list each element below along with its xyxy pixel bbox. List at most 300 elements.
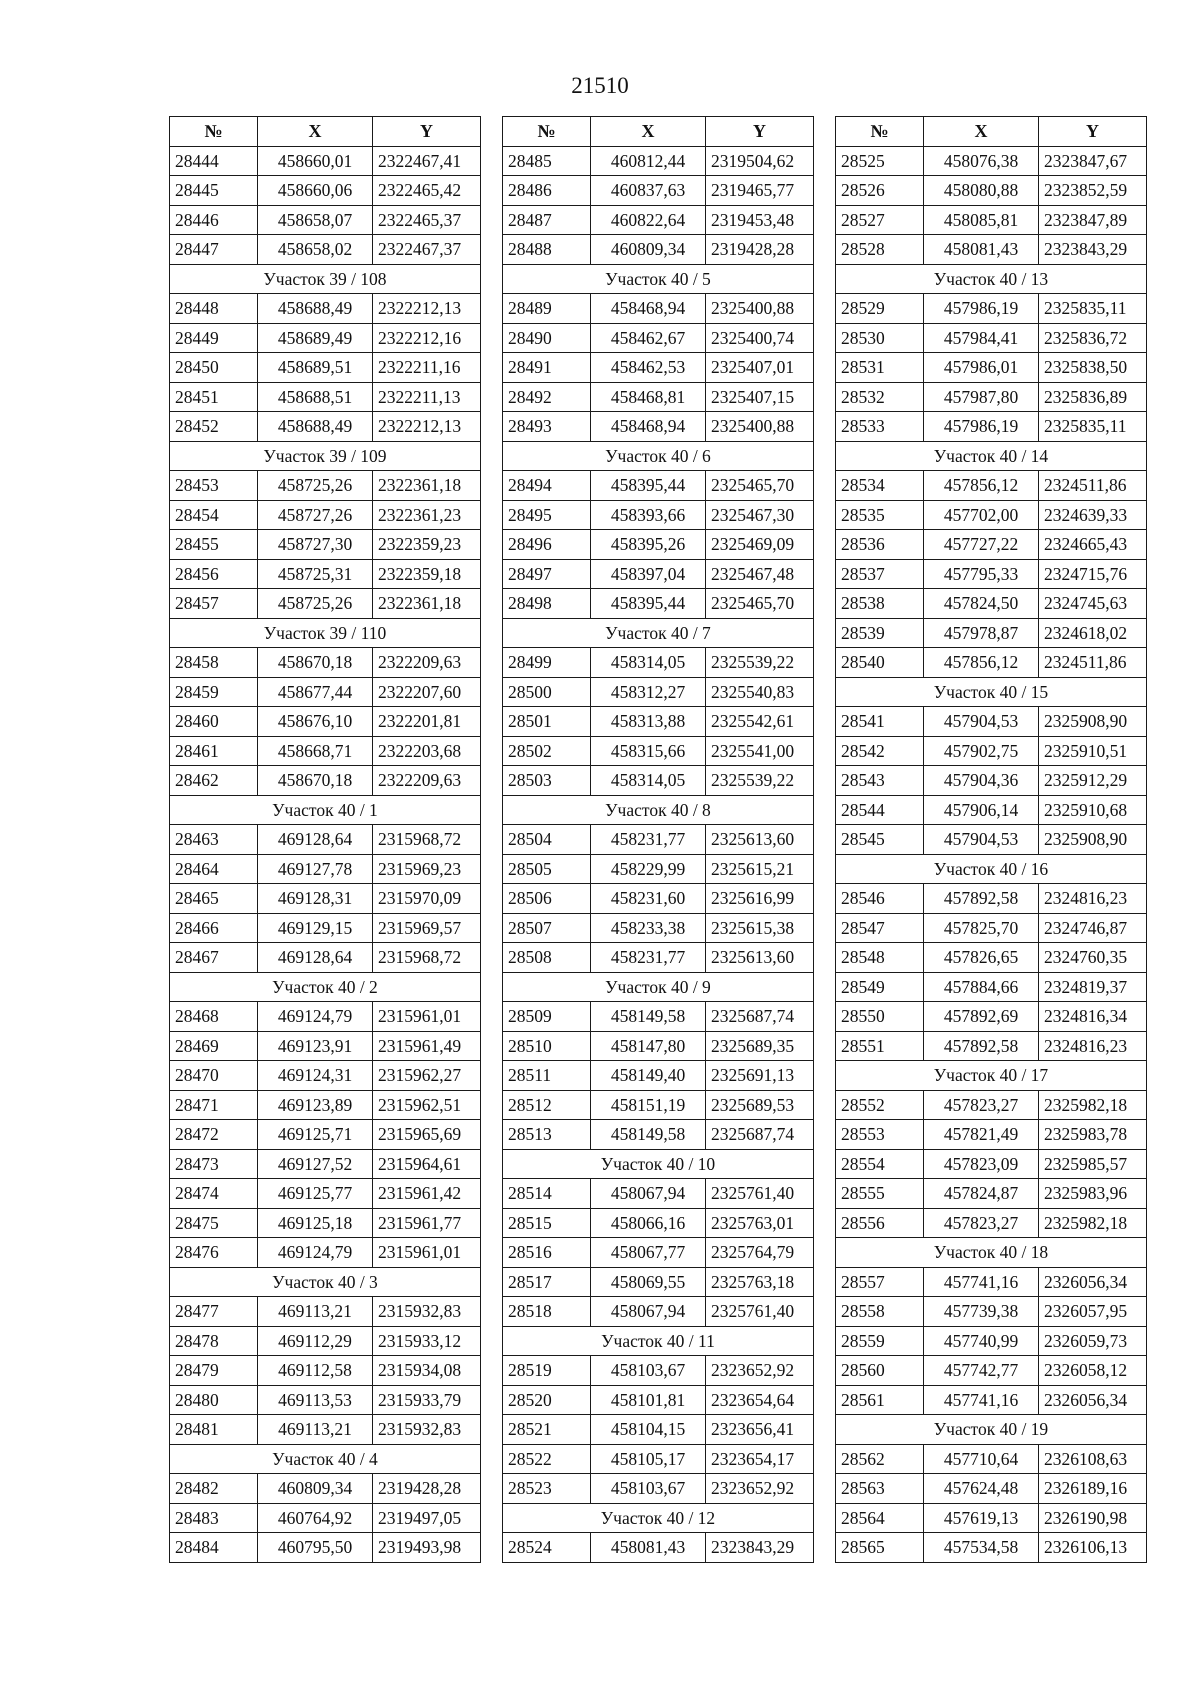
coord-y: 2325912,29 <box>1039 766 1147 796</box>
coord-x: 457906,14 <box>924 795 1039 825</box>
coord-y: 2315962,51 <box>373 1090 481 1120</box>
section-header-row <box>503 618 814 648</box>
table-row <box>836 559 1147 589</box>
point-number: 28488 <box>503 235 591 265</box>
coord-x: 458231,77 <box>591 825 706 855</box>
coord-y: 2325615,38 <box>706 913 814 943</box>
header-number: № <box>170 117 258 147</box>
table-row <box>836 294 1147 324</box>
coord-x: 458462,53 <box>591 353 706 383</box>
table-row <box>170 1503 481 1533</box>
table-row <box>503 1208 814 1238</box>
coord-x: 457739,38 <box>924 1297 1039 1327</box>
coord-x: 458067,77 <box>591 1238 706 1268</box>
coord-x: 458067,94 <box>591 1179 706 1209</box>
table-row <box>836 795 1147 825</box>
coord-x: 458468,94 <box>591 294 706 324</box>
section-header-row <box>503 1503 814 1533</box>
coord-x: 457824,50 <box>924 589 1039 619</box>
header-y: Y <box>1039 117 1147 147</box>
coord-x: 457978,87 <box>924 618 1039 648</box>
coord-y: 2322359,23 <box>373 530 481 560</box>
coord-x: 469129,15 <box>258 913 373 943</box>
coord-x: 458395,44 <box>591 471 706 501</box>
point-number: 28532 <box>836 382 924 412</box>
header-x: X <box>258 117 373 147</box>
coord-y: 2325983,78 <box>1039 1120 1147 1150</box>
point-number: 28448 <box>170 294 258 324</box>
coord-y: 2322467,37 <box>373 235 481 265</box>
coord-y: 2323654,17 <box>706 1444 814 1474</box>
coord-y: 2324618,02 <box>1039 618 1147 648</box>
point-number: 28550 <box>836 1002 924 1032</box>
coord-x: 458688,49 <box>258 294 373 324</box>
coord-y: 2325689,35 <box>706 1031 814 1061</box>
coord-y: 2325835,11 <box>1039 294 1147 324</box>
coord-x: 458081,43 <box>591 1533 706 1563</box>
coord-x: 457986,19 <box>924 412 1039 442</box>
coord-y: 2324715,76 <box>1039 559 1147 589</box>
point-number: 28527 <box>836 205 924 235</box>
coord-y: 2325616,99 <box>706 884 814 914</box>
header-x: X <box>591 117 706 147</box>
table-row <box>170 766 481 796</box>
section-header-row <box>170 618 481 648</box>
coord-y: 2325542,61 <box>706 707 814 737</box>
point-number: 28557 <box>836 1267 924 1297</box>
coord-x: 469128,64 <box>258 825 373 855</box>
table-row <box>503 736 814 766</box>
point-number: 28467 <box>170 943 258 973</box>
point-number: 28450 <box>170 353 258 383</box>
coord-y: 2322212,13 <box>373 412 481 442</box>
table-row <box>836 913 1147 943</box>
table-row <box>170 235 481 265</box>
table-row <box>503 1061 814 1091</box>
point-number: 28535 <box>836 500 924 530</box>
page-number: 21510 <box>571 73 629 98</box>
point-number: 28457 <box>170 589 258 619</box>
table-row <box>503 884 814 914</box>
coord-y: 2324665,43 <box>1039 530 1147 560</box>
coord-x: 469124,31 <box>258 1061 373 1091</box>
point-number: 28459 <box>170 677 258 707</box>
header-number: № <box>503 117 591 147</box>
point-number: 28472 <box>170 1120 258 1150</box>
section-header-row <box>836 854 1147 884</box>
point-number: 28534 <box>836 471 924 501</box>
point-number: 28513 <box>503 1120 591 1150</box>
table-row <box>503 1238 814 1268</box>
table-row <box>503 382 814 412</box>
header-number: № <box>836 117 924 147</box>
coord-y: 2322361,18 <box>373 471 481 501</box>
point-number: 28512 <box>503 1090 591 1120</box>
coord-x: 469127,78 <box>258 854 373 884</box>
point-number: 28478 <box>170 1326 258 1356</box>
coord-y: 2319453,48 <box>706 205 814 235</box>
coord-y: 2324511,86 <box>1039 471 1147 501</box>
table-row <box>170 1002 481 1032</box>
coord-x: 458076,38 <box>924 146 1039 176</box>
table-row <box>503 825 814 855</box>
point-number: 28460 <box>170 707 258 737</box>
point-number: 28511 <box>503 1061 591 1091</box>
coord-y: 2319504,62 <box>706 146 814 176</box>
coord-x: 469124,79 <box>258 1002 373 1032</box>
table-header-row <box>503 117 814 147</box>
point-number: 28536 <box>836 530 924 560</box>
table-row <box>836 1533 1147 1563</box>
table-row <box>836 589 1147 619</box>
coord-x: 458688,51 <box>258 382 373 412</box>
table-row <box>170 323 481 353</box>
table-row <box>836 1503 1147 1533</box>
point-number: 28480 <box>170 1385 258 1415</box>
coord-y: 2324511,86 <box>1039 648 1147 678</box>
coord-y: 2326056,34 <box>1039 1267 1147 1297</box>
coord-x: 458231,77 <box>591 943 706 973</box>
coord-y: 2325467,30 <box>706 500 814 530</box>
table-row <box>503 176 814 206</box>
table-row <box>836 1120 1147 1150</box>
coord-x: 457902,75 <box>924 736 1039 766</box>
table-row <box>836 648 1147 678</box>
coord-x: 457824,87 <box>924 1179 1039 1209</box>
coord-y: 2325541,00 <box>706 736 814 766</box>
coord-y: 2325407,15 <box>706 382 814 412</box>
section-header-row <box>170 795 481 825</box>
table-row <box>170 677 481 707</box>
table-row <box>836 146 1147 176</box>
coord-x: 458397,04 <box>591 559 706 589</box>
coord-x: 469113,53 <box>258 1385 373 1415</box>
table-body <box>503 146 814 1562</box>
coord-x: 458395,26 <box>591 530 706 560</box>
point-number: 28537 <box>836 559 924 589</box>
table-row <box>170 825 481 855</box>
coord-x: 458151,19 <box>591 1090 706 1120</box>
coord-x: 460764,92 <box>258 1503 373 1533</box>
coord-y: 2325764,79 <box>706 1238 814 1268</box>
point-number: 28515 <box>503 1208 591 1238</box>
point-number: 28543 <box>836 766 924 796</box>
coord-y: 2315970,09 <box>373 884 481 914</box>
section-title: Участок 40 / 3 <box>170 1267 481 1297</box>
coord-x: 458067,94 <box>591 1297 706 1327</box>
point-number: 28466 <box>170 913 258 943</box>
section-header-row <box>503 264 814 294</box>
point-number: 28470 <box>170 1061 258 1091</box>
coord-y: 2325908,90 <box>1039 825 1147 855</box>
coord-x: 458233,38 <box>591 913 706 943</box>
point-number: 28502 <box>503 736 591 766</box>
coord-y: 2325400,88 <box>706 412 814 442</box>
point-number: 28552 <box>836 1090 924 1120</box>
table-row <box>503 1002 814 1032</box>
coord-y: 2322467,41 <box>373 146 481 176</box>
coord-x: 457702,00 <box>924 500 1039 530</box>
point-number: 28494 <box>503 471 591 501</box>
point-number: 28555 <box>836 1179 924 1209</box>
table-row <box>170 707 481 737</box>
point-number: 28477 <box>170 1297 258 1327</box>
coord-x: 457904,53 <box>924 825 1039 855</box>
coord-y: 2319497,05 <box>373 1503 481 1533</box>
table-header-row <box>836 117 1147 147</box>
coord-x: 458149,58 <box>591 1120 706 1150</box>
table-row <box>170 205 481 235</box>
coord-x: 469112,29 <box>258 1326 373 1356</box>
coord-y: 2325400,74 <box>706 323 814 353</box>
coord-x: 457741,16 <box>924 1385 1039 1415</box>
table-row <box>170 1061 481 1091</box>
point-number: 28556 <box>836 1208 924 1238</box>
section-title: Участок 40 / 12 <box>503 1503 814 1533</box>
table-row <box>503 677 814 707</box>
coord-x: 460837,63 <box>591 176 706 206</box>
table-row <box>836 1326 1147 1356</box>
section-header-row <box>503 795 814 825</box>
section-title: Участок 40 / 19 <box>836 1415 1147 1445</box>
coord-x: 469113,21 <box>258 1415 373 1445</box>
table-row <box>170 146 481 176</box>
point-number: 28462 <box>170 766 258 796</box>
coord-x: 460795,50 <box>258 1533 373 1563</box>
table-row <box>503 353 814 383</box>
coord-y: 2315965,69 <box>373 1120 481 1150</box>
coord-x: 458313,88 <box>591 707 706 737</box>
coord-y: 2325908,90 <box>1039 707 1147 737</box>
table-row <box>836 500 1147 530</box>
table-row <box>836 412 1147 442</box>
coord-x: 457821,49 <box>924 1120 1039 1150</box>
coord-x: 458312,27 <box>591 677 706 707</box>
table-row <box>170 1179 481 1209</box>
section-title: Участок 40 / 1 <box>170 795 481 825</box>
table-row <box>836 707 1147 737</box>
point-number: 28491 <box>503 353 591 383</box>
coord-x: 460809,34 <box>591 235 706 265</box>
coord-y: 2323847,67 <box>1039 146 1147 176</box>
coord-y: 2322465,37 <box>373 205 481 235</box>
section-header-row <box>170 441 481 471</box>
coord-y: 2323843,29 <box>706 1533 814 1563</box>
table-row <box>836 353 1147 383</box>
table-row <box>503 500 814 530</box>
coord-x: 457710,64 <box>924 1444 1039 1474</box>
coord-x: 458689,49 <box>258 323 373 353</box>
table-row <box>503 1474 814 1504</box>
section-header-row <box>170 1444 481 1474</box>
table-row <box>836 205 1147 235</box>
coord-x: 458103,67 <box>591 1474 706 1504</box>
point-number: 28497 <box>503 559 591 589</box>
coord-x: 469113,21 <box>258 1297 373 1327</box>
section-title: Участок 40 / 11 <box>503 1326 814 1356</box>
table-row <box>170 500 481 530</box>
table-row <box>503 1031 814 1061</box>
coord-y: 2323652,92 <box>706 1356 814 1386</box>
section-header-row <box>836 1238 1147 1268</box>
coord-x: 457987,80 <box>924 382 1039 412</box>
table-row <box>503 294 814 324</box>
coord-y: 2315933,79 <box>373 1385 481 1415</box>
table-row <box>170 1385 481 1415</box>
section-header-row <box>170 972 481 1002</box>
point-number: 28562 <box>836 1444 924 1474</box>
point-number: 28445 <box>170 176 258 206</box>
coord-x: 469125,18 <box>258 1208 373 1238</box>
coord-x: 457892,58 <box>924 884 1039 914</box>
coord-y: 2325407,01 <box>706 353 814 383</box>
coord-y: 2323843,29 <box>1039 235 1147 265</box>
point-number: 28530 <box>836 323 924 353</box>
table-row <box>836 471 1147 501</box>
point-number: 28544 <box>836 795 924 825</box>
coord-y: 2325763,18 <box>706 1267 814 1297</box>
table-row <box>170 1415 481 1445</box>
point-number: 28528 <box>836 235 924 265</box>
point-number: 28455 <box>170 530 258 560</box>
section-title: Участок 40 / 10 <box>503 1149 814 1179</box>
point-number: 28547 <box>836 913 924 943</box>
point-number: 28474 <box>170 1179 258 1209</box>
coord-y: 2322209,63 <box>373 766 481 796</box>
coord-x: 458725,31 <box>258 559 373 589</box>
point-number: 28504 <box>503 825 591 855</box>
point-number: 28519 <box>503 1356 591 1386</box>
coord-x: 469125,71 <box>258 1120 373 1150</box>
table-row <box>503 913 814 943</box>
table-row <box>503 559 814 589</box>
point-number: 28487 <box>503 205 591 235</box>
coord-x: 458314,05 <box>591 766 706 796</box>
coord-x: 457984,41 <box>924 323 1039 353</box>
coord-x: 458229,99 <box>591 854 706 884</box>
table-row <box>836 884 1147 914</box>
table-row <box>503 648 814 678</box>
point-number: 28451 <box>170 382 258 412</box>
point-number: 28496 <box>503 530 591 560</box>
point-number: 28506 <box>503 884 591 914</box>
point-number: 28501 <box>503 707 591 737</box>
coord-y: 2325691,13 <box>706 1061 814 1091</box>
table-row <box>503 943 814 973</box>
point-number: 28490 <box>503 323 591 353</box>
table-row <box>170 412 481 442</box>
section-header-row <box>503 441 814 471</box>
table-row <box>836 943 1147 973</box>
point-number: 28508 <box>503 943 591 973</box>
coord-x: 458081,43 <box>924 235 1039 265</box>
section-title: Участок 40 / 2 <box>170 972 481 1002</box>
coord-x: 469112,58 <box>258 1356 373 1386</box>
point-number: 28447 <box>170 235 258 265</box>
coord-x: 460809,34 <box>258 1474 373 1504</box>
coord-x: 458668,71 <box>258 736 373 766</box>
coord-y: 2315932,83 <box>373 1415 481 1445</box>
coord-y: 2315961,77 <box>373 1208 481 1238</box>
coord-y: 2325761,40 <box>706 1297 814 1327</box>
coord-x: 458658,02 <box>258 235 373 265</box>
table-row <box>836 530 1147 560</box>
coord-x: 458149,58 <box>591 1002 706 1032</box>
coord-y: 2323656,41 <box>706 1415 814 1445</box>
point-number: 28561 <box>836 1385 924 1415</box>
coord-y: 2322465,42 <box>373 176 481 206</box>
point-number: 28560 <box>836 1356 924 1386</box>
point-number: 28456 <box>170 559 258 589</box>
point-number: 28454 <box>170 500 258 530</box>
coord-x: 469128,64 <box>258 943 373 973</box>
coord-y: 2325539,22 <box>706 766 814 796</box>
point-number: 28533 <box>836 412 924 442</box>
table-row <box>170 589 481 619</box>
section-header-row <box>836 677 1147 707</box>
coord-y: 2326106,13 <box>1039 1533 1147 1563</box>
point-number: 28563 <box>836 1474 924 1504</box>
table-row <box>170 382 481 412</box>
coord-x: 458688,49 <box>258 412 373 442</box>
coord-y: 2315932,83 <box>373 1297 481 1327</box>
coord-x: 458660,01 <box>258 146 373 176</box>
coord-y: 2319428,28 <box>373 1474 481 1504</box>
table-body <box>170 146 481 1562</box>
coord-x: 460812,44 <box>591 146 706 176</box>
point-number: 28476 <box>170 1238 258 1268</box>
point-number: 28473 <box>170 1149 258 1179</box>
coord-y: 2315969,23 <box>373 854 481 884</box>
coord-y: 2324819,37 <box>1039 972 1147 1002</box>
coord-y: 2324816,34 <box>1039 1002 1147 1032</box>
coord-x: 457624,48 <box>924 1474 1039 1504</box>
table-row <box>170 736 481 766</box>
coord-y: 2325985,57 <box>1039 1149 1147 1179</box>
coord-y: 2325836,89 <box>1039 382 1147 412</box>
coord-x: 458676,10 <box>258 707 373 737</box>
point-number: 28495 <box>503 500 591 530</box>
coord-x: 458727,26 <box>258 500 373 530</box>
table-row <box>836 1385 1147 1415</box>
coord-y: 2324816,23 <box>1039 884 1147 914</box>
coord-x: 458315,66 <box>591 736 706 766</box>
coordinate-table-3 <box>835 116 1147 1563</box>
table-row <box>836 323 1147 353</box>
table-row <box>170 1238 481 1268</box>
coord-y: 2326108,63 <box>1039 1444 1147 1474</box>
coord-x: 458069,55 <box>591 1267 706 1297</box>
point-number: 28485 <box>503 146 591 176</box>
table-row <box>836 618 1147 648</box>
point-number: 28517 <box>503 1267 591 1297</box>
point-number: 28461 <box>170 736 258 766</box>
coord-y: 2315968,72 <box>373 825 481 855</box>
coord-x: 458147,80 <box>591 1031 706 1061</box>
coord-y: 2315964,61 <box>373 1149 481 1179</box>
point-number: 28558 <box>836 1297 924 1327</box>
table-row <box>503 1533 814 1563</box>
table-header-row <box>170 117 481 147</box>
coord-y: 2322361,23 <box>373 500 481 530</box>
point-number: 28453 <box>170 471 258 501</box>
coord-y: 2322203,68 <box>373 736 481 766</box>
point-number: 28526 <box>836 176 924 206</box>
coord-x: 457986,01 <box>924 353 1039 383</box>
coord-y: 2322212,13 <box>373 294 481 324</box>
coord-x: 458658,07 <box>258 205 373 235</box>
point-number: 28546 <box>836 884 924 914</box>
